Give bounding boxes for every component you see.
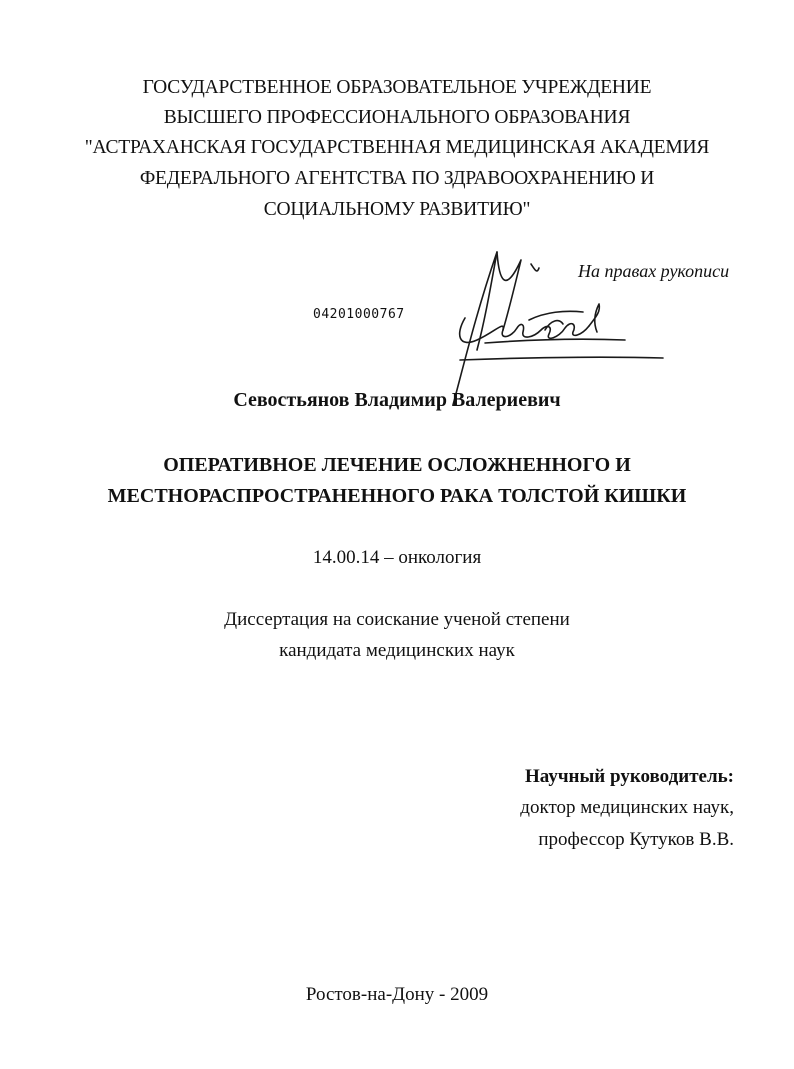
archive-number: 04201000767: [313, 307, 405, 322]
supervisor-heading: Научный руководитель:: [525, 766, 734, 787]
supervisor-name: профессор Кутуков В.В.: [538, 829, 734, 850]
title-line-1: ОПЕРАТИВНОЕ ЛЕЧЕНИЕ ОСЛОЖНЕННОГО И: [163, 454, 631, 476]
degree-line-2: кандидата медицинских наук: [279, 640, 515, 661]
institution-line-2: ВЫСШЕГО ПРОФЕССИОНАЛЬНОГО ОБРАЗОВАНИЯ: [163, 107, 631, 128]
degree-line-1: Диссертация на соискание ученой степени: [224, 609, 570, 630]
title-line-2: МЕСТНОРАСПРОСТРАНЕННОГО РАКА ТОЛСТОЙ КИШКИ: [107, 485, 687, 507]
institution-line-3: "АСТРАХАНСКАЯ ГОСУДАРСТВЕННАЯ МЕДИЦИНСКАЯ АКАДЕМИЯ: [84, 137, 710, 158]
specialty: 14.00.14 – онкология: [312, 547, 482, 568]
institution-line-5: СОЦИАЛЬНОМУ РАЗВИТИЮ": [263, 199, 531, 220]
place-year: Ростов-на-Дону - 2009: [305, 984, 489, 1005]
author-name: Севостьянов Владимир Валериевич: [233, 389, 561, 411]
institution-line-1: ГОСУДАРСТВЕННОЕ ОБРАЗОВАТЕЛЬНОЕ УЧРЕЖДЕНИЕ: [142, 77, 652, 98]
supervisor-degree: доктор медицинских наук,: [520, 797, 734, 818]
institution-line-4: ФЕДЕРАЛЬНОГО АГЕНТСТВА ПО ЗДРАВООХРАНЕНИЮ И: [139, 168, 655, 189]
manuscript-note: На правах рукописи: [578, 261, 730, 281]
